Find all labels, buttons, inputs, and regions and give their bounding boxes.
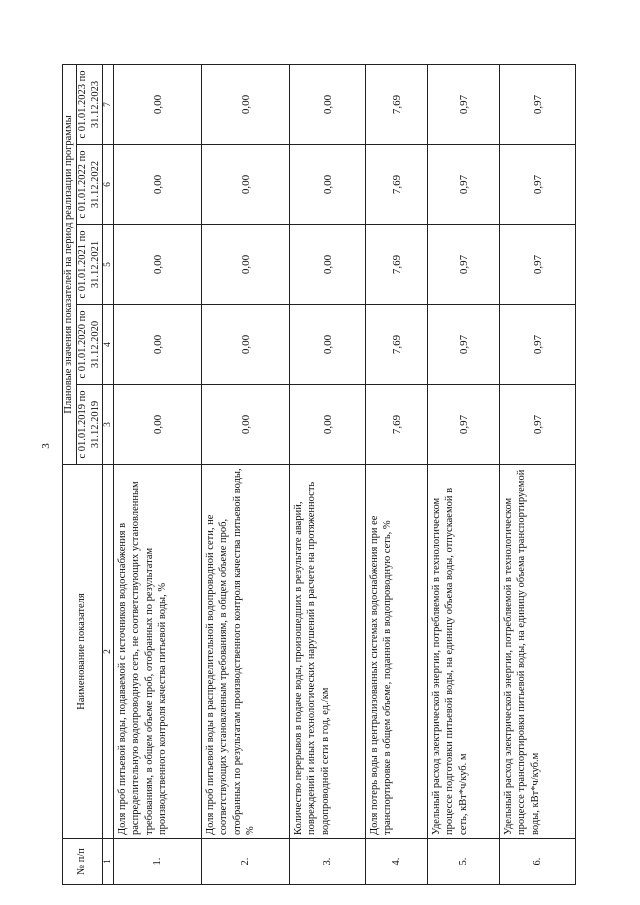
indicator-value: 0,00 [114,385,202,465]
indicator-value: 0,00 [290,64,366,144]
column-number: 6 [103,145,114,225]
indicator-value: 0,00 [114,305,202,385]
group-header: Плановые значения показателей на период реализации программы [63,64,77,464]
column-number: 7 [103,64,114,144]
period-header: с 01.01.2020 по 31.12.2020 [77,305,103,385]
indicator-value: 0,97 [500,225,576,305]
indicator-value: 0,00 [202,225,290,305]
table-row [366,64,428,884]
indicator-value: 7,69 [366,305,428,385]
column-number: 4 [103,305,114,385]
row-number: 5. [428,839,500,885]
table-row [290,64,366,884]
indicator-value: 0,97 [500,385,576,465]
indicator-value: 0,00 [202,145,290,225]
indicator-name: Доля проб питьевой воды в распределительной водопроводной сети, не соответствующих установленным требованиям, в общем объеме проб, отобранных по результатам производственного контроля качества питьевой воды, % [202,465,290,839]
indicator-value: 0,00 [202,305,290,385]
indicator-value: 7,69 [366,385,428,465]
indicator-value: 0,00 [114,64,202,144]
indicator-value: 7,69 [366,145,428,225]
col-no-header: № п/п [63,839,103,885]
column-number: 1 [103,839,114,885]
period-header: с 01.01.2021 по 31.12.2021 [77,225,103,305]
indicator-name: Доля потерь воды в централизованных системах водоснабжения при ее транспортировке в общем объеме, поданной в водопроводную сеть, % [366,465,428,839]
col-name-header: Наименование показателя [63,465,103,839]
indicator-value: 0,97 [428,64,500,144]
indicator-value: 0,97 [500,145,576,225]
indicator-value: 0,97 [428,225,500,305]
period-header: с 01.01.2019 по 31.12.2019 [77,385,103,465]
indicator-name: Количество перерывов в подаче воды, произошедших в результате аварий, повреждений и иных технологических нарушений в расчете на протяженность водопроводной сети в год, ед./км [290,465,366,839]
column-number: 5 [103,225,114,305]
table-row [428,64,500,884]
indicator-value: 0,00 [114,145,202,225]
page-number: 3 [40,443,52,449]
row-number: 4. [366,839,428,885]
rotated-table-wrapper [62,65,574,885]
indicator-value: 0,00 [202,64,290,144]
indicator-value: 7,69 [366,225,428,305]
table-row [202,64,290,884]
period-header: с 01.01.2023 по 31.12.2023 [77,64,103,144]
row-number: 6. [500,839,576,885]
indicator-value: 0,97 [428,385,500,465]
indicator-value: 0,00 [290,145,366,225]
column-number: 2 [103,465,114,839]
indicator-value: 0,00 [202,385,290,465]
table-row [114,64,202,884]
indicator-value: 0,97 [428,305,500,385]
indicator-value: 0,97 [500,64,576,144]
column-number: 3 [103,385,114,465]
indicator-name: Удельный расход электрической энергии, потребляемой в технологическом процессе подготовки питьевой воды, на единицу объема воды, отпускаемой в сеть, кВт*ч/куб. м [428,465,500,839]
indicator-value: 0,00 [290,305,366,385]
indicator-value: 7,69 [366,64,428,144]
row-number: 1. [114,839,202,885]
row-number: 3. [290,839,366,885]
indicator-name: Удельный расход электрической энергии, потребляемой в технологическом процессе транспортировки питьевой воды, на единицу объема транспортируемой воды, кВт*ч/куб.м [500,465,576,839]
indicator-value: 0,00 [290,385,366,465]
indicator-value: 0,00 [114,225,202,305]
indicator-name: Доля проб питьевой воды, подаваемой с источников водоснабжения в распределительную водопроводную сеть, не соответствующих установленным требованиям, в общем объеме проб, отобранных по результатам производственного контроля качества питьевой воды, % [114,465,202,839]
indicator-value: 0,97 [500,305,576,385]
row-number: 2. [202,839,290,885]
indicators-table [62,64,576,885]
table-row [500,64,576,884]
indicator-value: 0,00 [290,225,366,305]
indicator-value: 0,97 [428,145,500,225]
period-header: с 01.01.2022 по 31.12.2022 [77,145,103,225]
